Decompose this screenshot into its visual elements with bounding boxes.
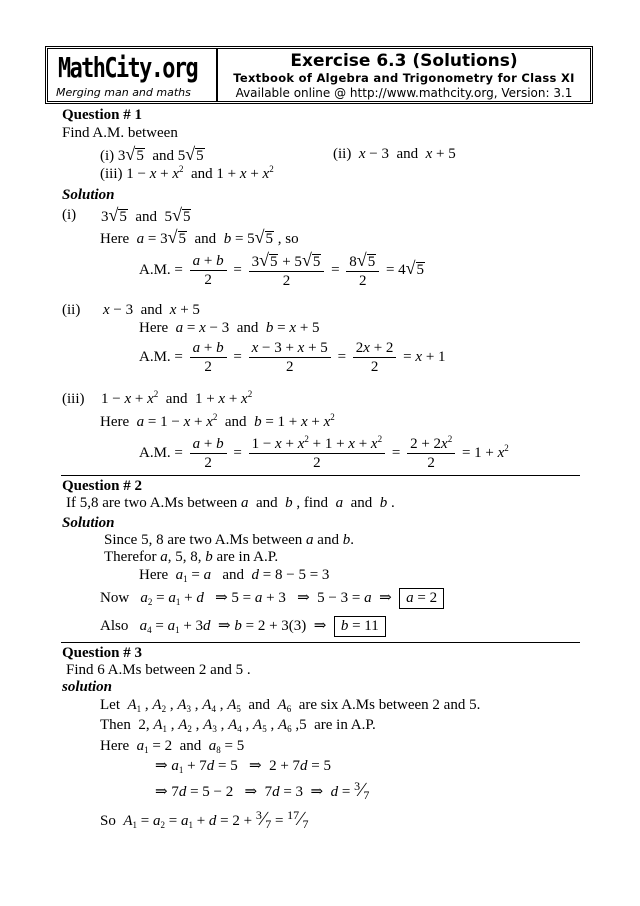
sol-ii-am: A.M. = $\frac{a + b}{2}$ = $\frac{x - 3 + x + 5}{2}$ = $\frac{2x + 2}{2}$ = x + 1 <box>139 340 446 375</box>
q3-then: Then 2, $A_1$ , $A_2$ , $A_3$ , $A_4$ , $A_5$ , $A_6$ ,5 are in A.P. <box>100 717 376 734</box>
q2-line1: Since 5, 8 are two A.Ms between a and b. <box>104 532 354 548</box>
q2-now: Now $a_2 = a_1 + d$ ⇒ 5 = a + 3 ⇒ 5 − 3 = a ⇒ a = 2 <box>100 588 444 609</box>
separator-2 <box>61 642 580 643</box>
header-box <box>45 46 593 104</box>
q3-let: Let $A_1$ , $A_2$ , $A_3$ , $A_4$ , $A_5$ and $A_6$ are six A.Ms between 2 and 5. <box>100 697 481 714</box>
sol-i-statement: 3√5 and 5√5 <box>101 205 191 225</box>
q2-line2: Therefor a, 5, 8, b are in A.P. <box>104 549 279 565</box>
site-tagline: Merging man and maths <box>56 86 191 99</box>
q1-heading: Question # 1 <box>62 107 143 123</box>
q1-part-ii: (ii) x − 3 and x + 5 <box>333 146 456 162</box>
q3-here: Here $a_1 = 2$ and $a_8 = 5$ <box>100 738 245 755</box>
sol-iii-am: A.M. = $\frac{a + b}{2}$ = $\frac{1 - x + x^2 + 1 + x + x^2}{2}$ = $\frac{2 + 2x^2}{2}$ = $1 + x^2$ <box>139 434 509 471</box>
sol-i-here: Here a = 3√5 and b = 5√5 , so <box>100 227 299 247</box>
sol-iii-here: Here $a = 1 - x + x^2$ and $b = 1 + x + x^2$ <box>100 412 335 430</box>
q3-step1: ⇒ $a_1 + 7d = 5$ ⇒ 2 + 7d = 5 <box>155 758 332 775</box>
answer-b-box: b = 11 <box>334 616 386 637</box>
sol-ii-label: (ii) <box>62 302 81 318</box>
sol-i-am: A.M. = $\frac{a + b}{2}$ = $\frac{3√5 + 5√5}{2}$ = $\frac{8√5}{2}$ = 4√5 <box>139 250 425 289</box>
q1-part-iii: (iii) $1 - x + x^2$ and $1 + x + x^2$ <box>100 164 274 182</box>
sol-ii-statement: x − 3 and x + 5 <box>103 302 200 318</box>
q3-step2: ⇒ 7d = 5 − 2 ⇒ 7d = 3 ⇒ $d = ^3∕_7$ <box>155 779 370 802</box>
q2-here: Here $a_1 = a$ and d = 8 − 5 = 3 <box>139 567 330 584</box>
answer-a-box: a = 2 <box>399 588 444 609</box>
q3-prompt: Find 6 A.Ms between 2 and 5 . <box>66 662 251 678</box>
sol-iii-label: (iii) <box>62 391 85 407</box>
site-logo[interactable]: MathCity.org <box>58 51 198 84</box>
q3-solution-label: solution <box>62 679 113 695</box>
q2-prompt: If 5,8 are two A.Ms between a and b , find a and b . <box>66 495 395 511</box>
availability-text: Available online @ http://www.mathcity.org, Version: 3.1 <box>235 86 573 100</box>
page-subtitle: Textbook of Algebra and Trigonometry for Class XI <box>233 71 575 85</box>
sol-iii-statement: $1 - x + x^2$ and $1 + x + x^2$ <box>101 389 253 407</box>
sol-ii-here: Here a = x − 3 and b = x + 5 <box>139 320 320 336</box>
q3-so: So $A_1 = a_2 = a_1 + d = 2$ + $^3∕_7$ = $^{17}∕_7$ <box>100 808 309 831</box>
q3-heading: Question # 3 <box>62 645 143 661</box>
sol-i-label: (i) <box>62 207 77 223</box>
q1-solution-label: Solution <box>62 187 115 203</box>
q2-heading: Question # 2 <box>62 478 143 494</box>
q1-prompt: Find A.M. between <box>62 125 178 141</box>
q2-also: Also $a_4 = a_1 + 3d$ ⇒ b = 2 + 3(3) ⇒ b = 11 <box>100 616 386 637</box>
separator-1 <box>61 475 580 476</box>
q2-solution-label: Solution <box>62 515 115 531</box>
q1-part-i: (i) 3√5 and 5√5 <box>100 144 204 164</box>
page-title: Exercise 6.3 (Solutions) <box>290 51 518 71</box>
